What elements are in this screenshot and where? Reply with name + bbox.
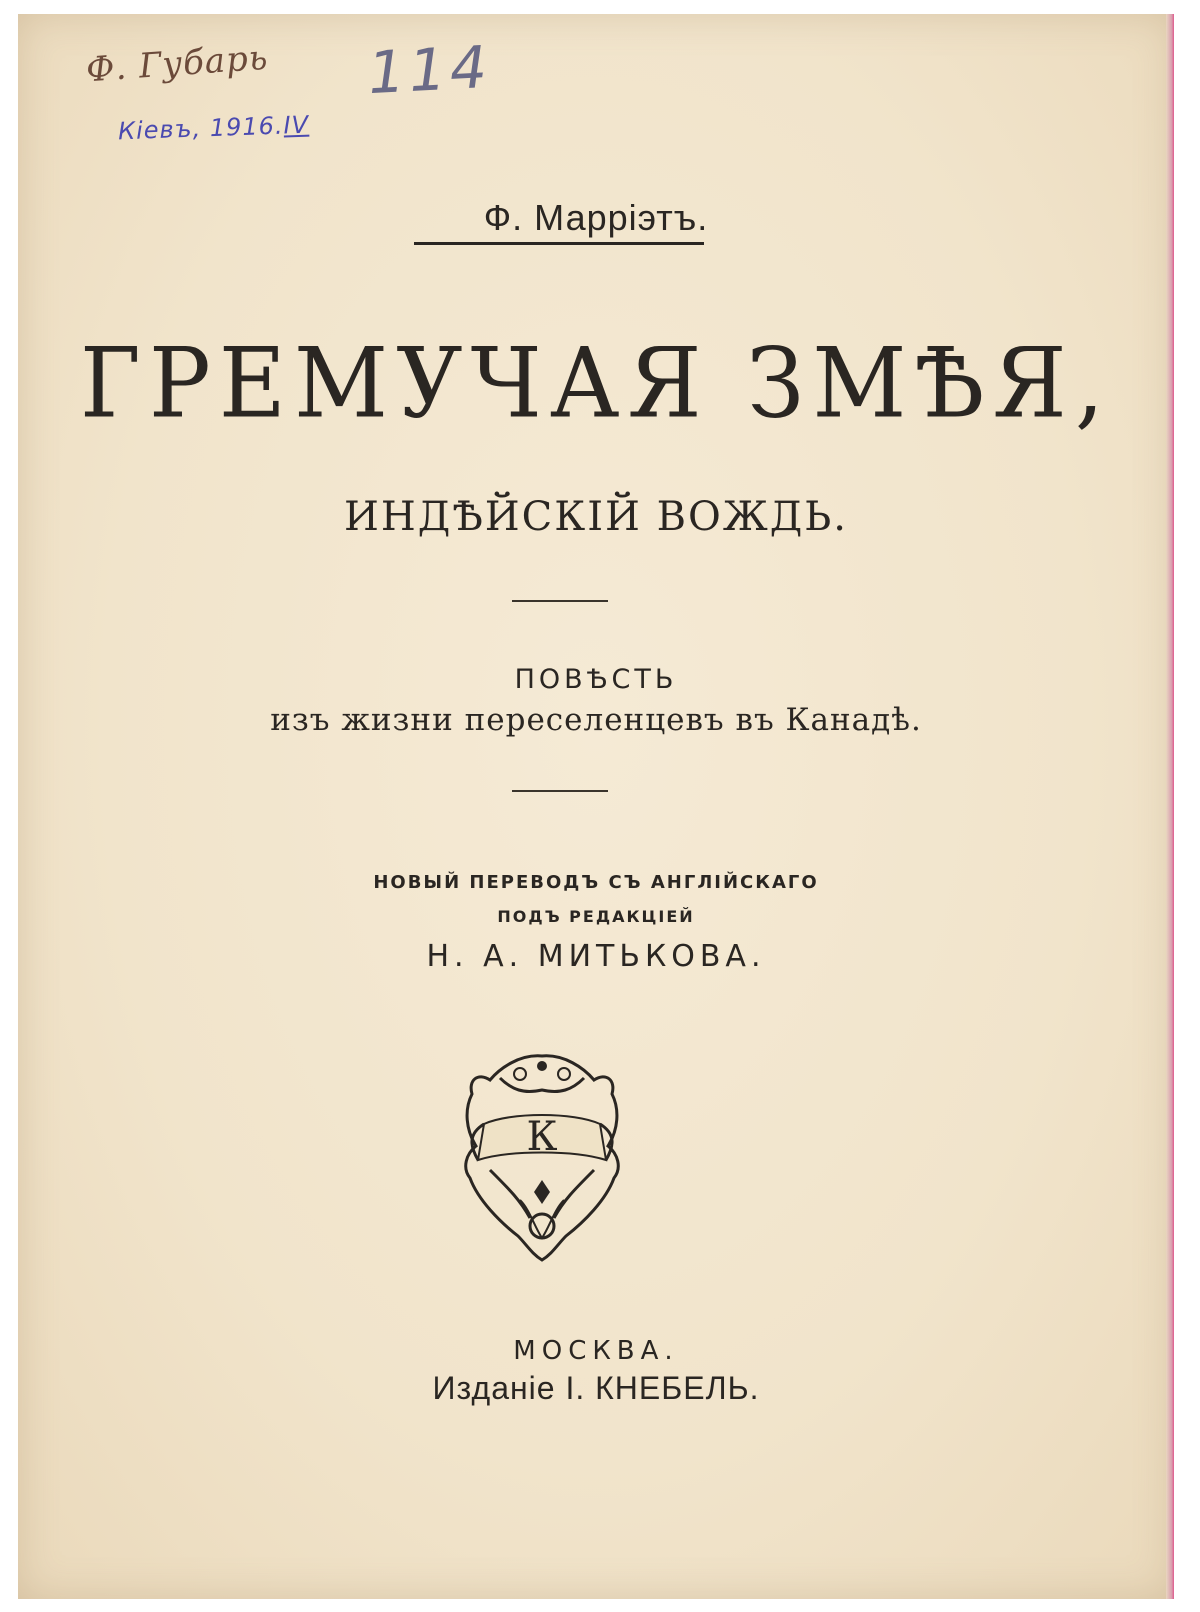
translation-note: НОВЫЙ ПЕРЕВОДЪ СЪ АНГЛІЙСКАГО: [373, 872, 819, 893]
owner-signature: Ф. Губарь: [84, 37, 270, 91]
divider-rule: [512, 790, 608, 792]
author-underline: [414, 242, 704, 245]
author-name: Ф. Марріэтъ.: [483, 197, 709, 238]
publisher-name: Изданіе І. КНЕБЕЛЬ.: [432, 1370, 760, 1406]
book-title: ГРЕМУЧАЯ ЗМѢЯ,: [79, 327, 1113, 440]
stamp-month: IV: [283, 110, 310, 140]
stamp-place-text: Кіевъ, 1916.: [117, 111, 284, 146]
publisher-emblem: [460, 1050, 624, 1262]
title-page: [18, 14, 1174, 1599]
genre-detail: изъ жизни переселенцевъ въ Канадѣ.: [270, 702, 922, 738]
editor-name: Н. А. МИТЬКОВА.: [426, 939, 766, 974]
genre-label: ПОВѢСТЬ: [514, 664, 678, 695]
emblem-monogram: К: [526, 1114, 558, 1160]
book-subtitle: ИНДѢЙСКІЙ ВОЖДЬ.: [344, 494, 848, 540]
owner-stamp: [118, 111, 310, 146]
divider-rule: [512, 600, 608, 602]
publication-city: МОСКВА.: [513, 1336, 679, 1366]
editor-note: ПОДЪ РЕДАКЦІЕЙ: [497, 907, 695, 926]
shelf-number: 114: [366, 32, 493, 108]
